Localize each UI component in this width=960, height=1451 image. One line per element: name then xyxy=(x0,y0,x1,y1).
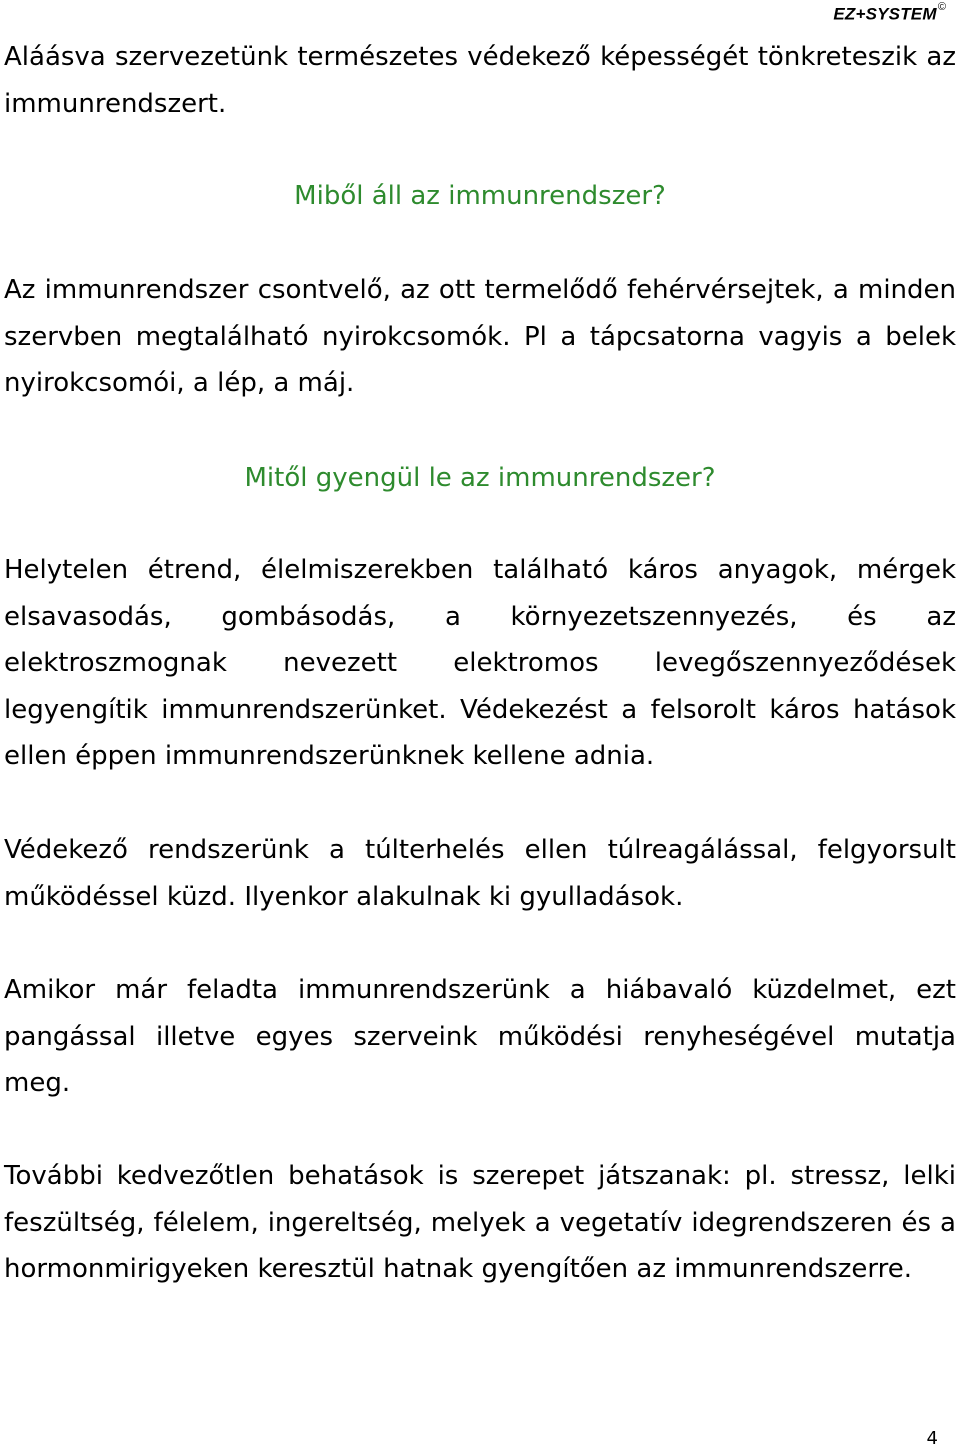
paragraph-composition: Az immunrendszer csontvelő, az ott termelődő fehérvérsejtek, a minden szervben megtalálható nyirokcsomók. Pl a tápcsatorna vagyis a belek nyirokcsomói, a lép, a máj. xyxy=(4,275,956,399)
heading-composition: Miből áll az immunrendszer? xyxy=(294,181,666,211)
paragraph-causes: Helytelen étrend, élelmiszerekben található káros anyagok, mérgek elsavasodás, gombásodás, a környezetszennyezés, és az elektroszmognak nevezett elektromos levegőszennyeződések legyengítik immunrendszerünket. Védekezést a felsorolt káros hatások ellen éppen immunrendszerünknek kellene adnia. xyxy=(4,555,956,772)
copyright-icon: © xyxy=(937,1,946,13)
brand-logo xyxy=(833,1,946,25)
brand-logo-text: EZ+SYSTEM xyxy=(833,4,937,24)
page-number: 4 xyxy=(926,1428,938,1449)
paragraph-intro: Aláásva szervezetünk természetes védekező képességét tönkreteszik az immunrendszert. xyxy=(4,42,956,119)
paragraph-defense: Védekező rendszerünk a túlterhelés ellen túlreagálással, felgyorsult működéssel küzd. Ilyenkor alakulnak ki gyulladások. xyxy=(4,835,956,912)
heading-weakening: Mitől gyengül le az immunrendszer? xyxy=(244,463,716,493)
paragraph-other-factors: További kedvezőtlen behatások is szerepet játszanak: pl. stressz, lelki feszültség, félelem, ingereltség, melyek a vegetatív idegrendszeren és a hormonmirigyeken keresztül hatnak gyengítően az immunrendszerre. xyxy=(4,1161,956,1285)
paragraph-exhaustion: Amikor már feladta immunrendszerünk a hiábavaló küzdelmet, ezt pangással illetve egyes szerveink működési renyheségével mutatja meg. xyxy=(4,975,956,1099)
